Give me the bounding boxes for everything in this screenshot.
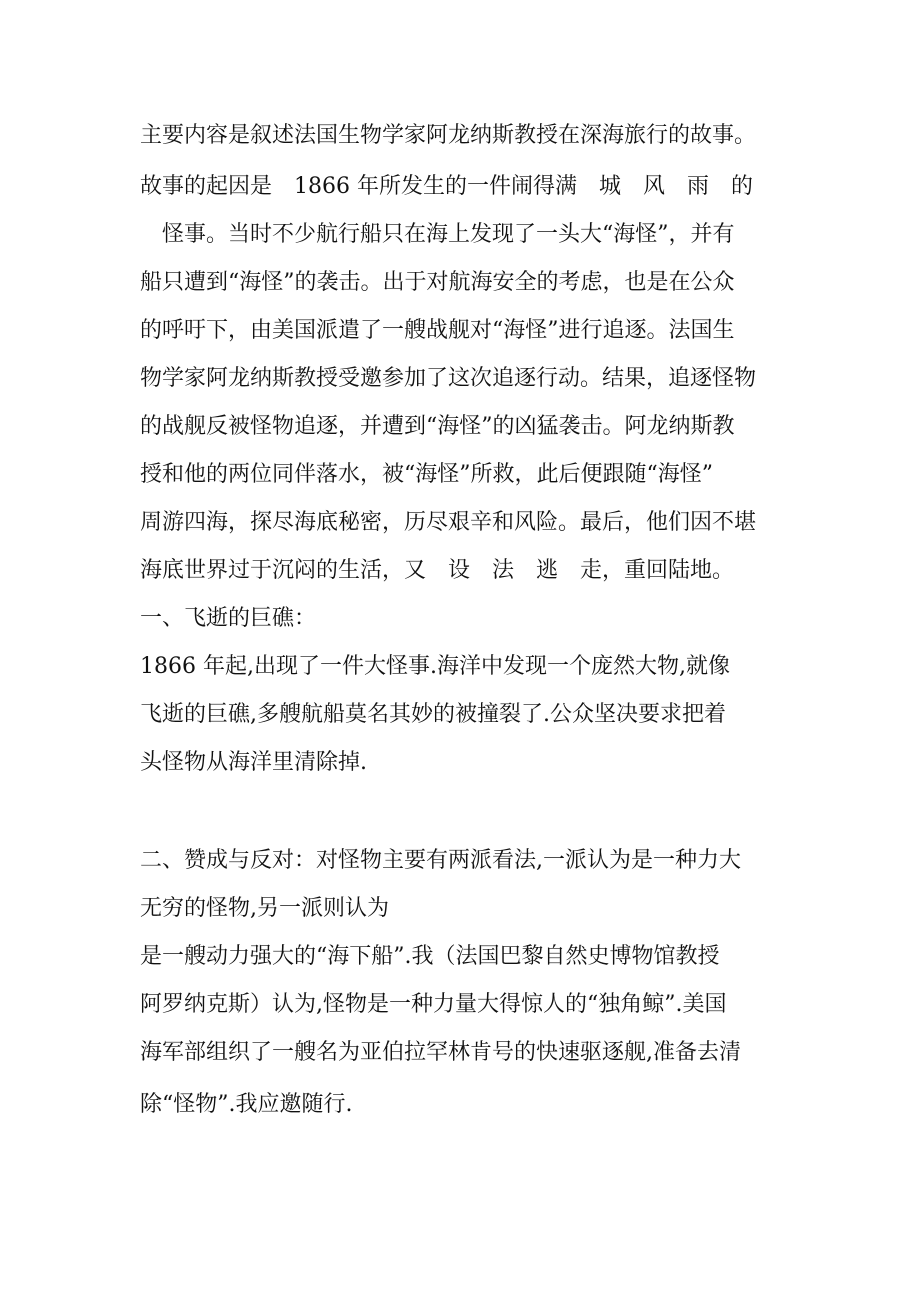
text-line: 海底世界过于沉闷的生活，又 设 法 逃 走，重回陆地。 (140, 558, 735, 583)
text-line: 故事的起因是 1866 年所发生的一件闹得满 城 风 雨 的 (140, 174, 753, 199)
text-line: 的战舰反被怪物追逐，并遭到“海怪”的凶猛袭击。阿龙纳斯教 (140, 414, 735, 439)
text-line: 怪事。当时不少航行船只在海上发现了一头大“海怪”，并有 (140, 222, 735, 247)
text-line: 物学家阿龙纳斯教授受邀参加了这次追逐行动。结果，追逐怪物 (140, 366, 757, 391)
section-heading: 一、飞逝的巨礁： (140, 606, 317, 631)
text-line: 除“怪物”.我应邀随行. (140, 1092, 353, 1117)
text-line: 是一艘动力强大的“海下船”.我（法国巴黎自然史博物馆教授 (140, 944, 720, 969)
text-line: 周游四海，探尽海底秘密，历尽艰辛和风险。最后，他们因不堪 (140, 510, 757, 535)
text-line: 授和他的两位同伴落水，被“海怪”所救，此后便跟随“海怪” (140, 462, 713, 487)
text-line: 1866 年起,出现了一件大怪事.海洋中发现一个庞然大物,就像 (140, 654, 730, 679)
text-line: 无穷的怪物,另一派则认为 (140, 896, 389, 921)
text-line: 船只遭到“海怪”的袭击。出于对航海安全的考虑，也是在公众 (140, 270, 735, 295)
text-line: 飞逝的巨礁,多艘航船莫名其妙的被撞裂了.公众坚决要求把着 (140, 702, 726, 727)
text-line: 头怪物从海洋里清除掉. (140, 750, 367, 775)
text-line: 二、赞成与反对：对怪物主要有两派看法,一派认为是一种力大 (140, 848, 741, 873)
text-line: 海军部组织了一艘名为亚伯拉罕林肯号的快速驱逐舰,准备去清 (140, 1040, 741, 1065)
text-line: 的呼吁下，由美国派遣了一艘战舰对“海怪”进行追逐。法国生 (140, 318, 735, 343)
text-line: 阿罗纳克斯）认为,怪物是一种力量大得惊人的“独角鲸”.美国 (140, 992, 727, 1017)
text-line: 主要内容是叙述法国生物学家阿龙纳斯教授在深海旅行的故事。 (140, 123, 757, 148)
